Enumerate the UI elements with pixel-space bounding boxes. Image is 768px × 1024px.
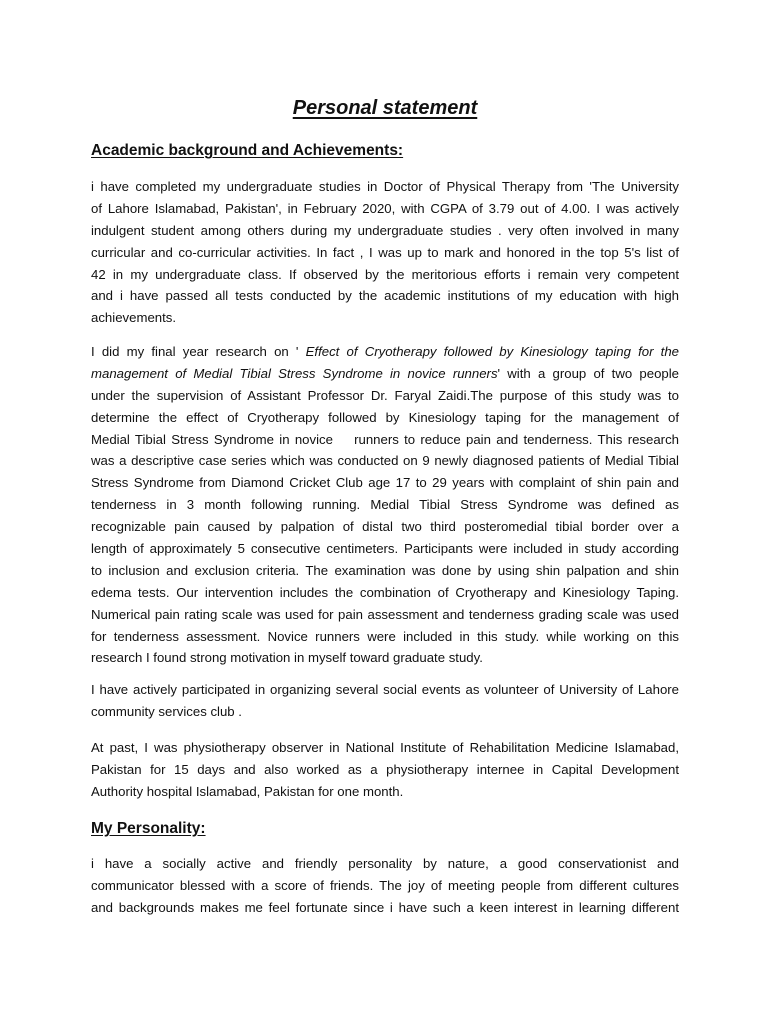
text-line [91,341,679,363]
text-line: of Lahore Islamabad, Pakistan', in February 2020, with CGPA of 3.79 out of 4.00. I was actively [91,200,679,216]
text-line: communicator blessed with a score of friends. The joy of meeting people from different cultures [91,877,679,893]
text-line: and i have passed all tests conducted by the academic institutions of my education with high [91,288,679,304]
section-heading-academic: Academic background and Achievements: [91,142,404,159]
research-title-part-2: management of Medial Tibial Stress Syndrome in novice runners [91,365,498,381]
text-line: curricular and co-curricular activities. In fact , I was up to mark and honored in the top 5's list of [91,244,679,260]
text-line: to inclusion and exclusion criteria. The examination was done by using shin palpation and shin [91,562,679,578]
text-line: and backgrounds makes me feel fortunate since i have such a keen interest in learning different [91,899,679,915]
text-line: under the supervision of Assistant Professor Dr. Faryal Zaidi.The purpose of this study was to [91,387,679,403]
text-line: edema tests. Our intervention includes the combination of Cryotherapy and Kinesiology Taping. [91,584,679,600]
section-heading-personality: My Personality: [91,820,206,837]
paragraph-personality [91,853,679,919]
text-line: length of approximately 5 consecutive centimeters. Participants were included in study according [91,541,679,557]
text-line: I have actively participated in organizing several social events as volunteer of University of Lahore [91,682,679,697]
text-line: i have a socially active and friendly personality by nature, a good conservationist and [91,856,679,871]
paragraph-volunteer [91,679,679,723]
paragraph-experience [91,737,679,803]
text-line: determine the effect of Cryotherapy followed by Kinesiology taping for the management of [91,409,679,425]
text-line: Medial Tibial Stress Syndrome in novice runners to reduce pain and tenderness. This research [91,431,679,447]
text-line: Pakistan for 15 days and also worked as a physiotherapy internee in Capital Development [91,761,679,777]
text-line: tenderness in 3 month following running. Medial Tibial Stress Syndrome was defined as [91,497,679,513]
text-line: i have completed my undergraduate studies in Doctor of Physical Therapy from 'The University [91,179,679,194]
text-line: Stress Syndrome from Diamond Cricket Club age 17 to 29 years with complaint of shin pain and [91,475,679,491]
text-line: community services club . [91,703,242,719]
text-segment: ' with a group of two people [497,365,680,381]
research-title-part-1: Effect of Cryotherapy followed by Kinesiology taping for the [305,344,680,359]
text-line: indulgent student among others during my undergraduate studies . very often involved in many [91,222,679,238]
text-line [91,363,679,385]
text-line: for tenderness assessment. Novice runners were included in this study. while working on this [91,628,679,644]
paragraph-academic-background [91,176,679,329]
text-line: was a descriptive case series which was conducted on 9 newly diagnosed patients of Medial Tibial [91,453,679,469]
text-line: Authority hospital Islamabad, Pakistan for one month. [91,783,404,799]
text-line: Numerical pain rating scale was used for pain assessment and tenderness grading scale was used [91,606,679,622]
paragraph-research [91,341,679,669]
text-line: 42 in my undergraduate class. If observed by the meritorious efforts i remain very competent [91,266,679,282]
text-line: achievements. [91,310,177,326]
text-line: recognizable pain caused by palpation of distal two third posteromedial tibial border over a [91,519,679,535]
page-title: Personal statement [292,97,478,119]
text-segment: I did my final year research on ' [91,344,306,359]
text-line: research I found strong motivation in myself toward graduate study. [91,650,483,666]
text-line: At past, I was physiotherapy observer in National Institute of Rehabilitation Medicine Islamabad, [91,740,679,755]
